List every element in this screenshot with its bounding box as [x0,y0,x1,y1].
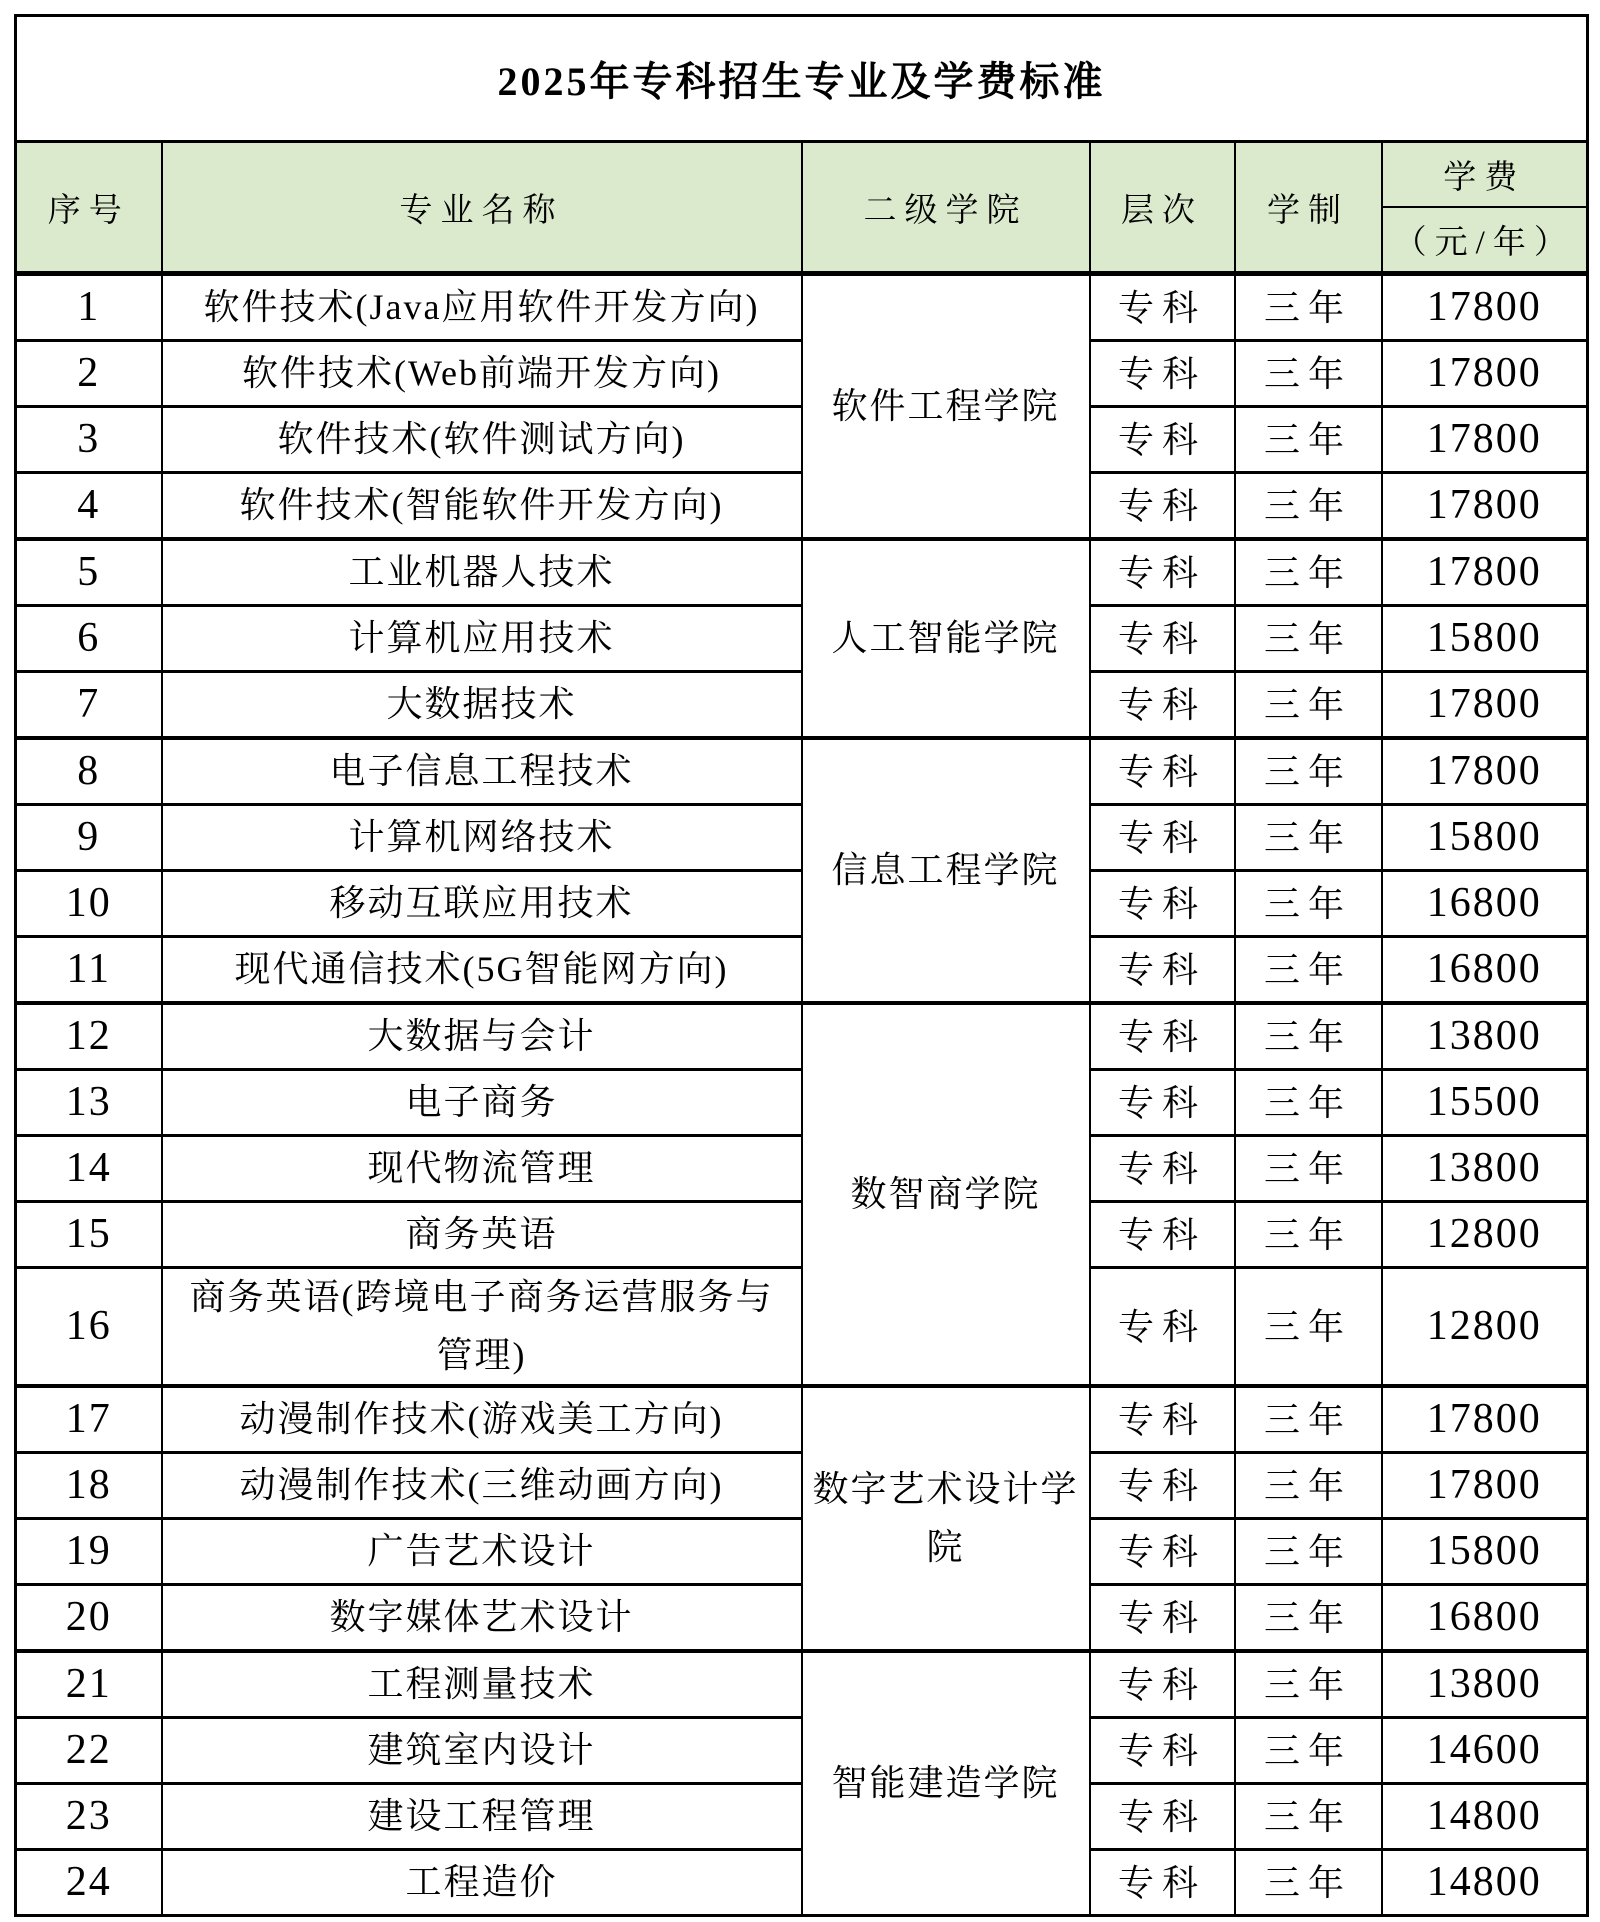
level-cell: 专科 [1090,1519,1235,1585]
college-name: 数智商学院 [850,1173,1041,1214]
college-cell [802,738,1090,1003]
table-body [16,274,1588,1916]
college-name: 信息工程学院 [831,849,1060,890]
tuition-cell: 12800 [1382,1202,1588,1268]
level-cell: 专科 [1090,1718,1235,1784]
duration-cell: 三年 [1235,1386,1382,1453]
duration-cell: 三年 [1235,274,1382,341]
duration-cell: 三年 [1235,606,1382,672]
major-name: 工程造价 [405,1861,558,1902]
level-cell: 专科 [1090,672,1235,739]
table-row [16,274,1588,341]
level-cell: 专科 [1090,473,1235,540]
duration-cell: 三年 [1235,1268,1382,1387]
row-index-cell: 15 [16,1202,162,1268]
row-index-cell: 10 [16,871,162,937]
college-cell [802,539,1090,738]
duration-cell: 三年 [1235,1651,1382,1718]
tuition-cell: 13800 [1382,1136,1588,1202]
header-index: 序号 [16,142,162,274]
duration-cell: 三年 [1235,473,1382,540]
row-index-cell: 16 [16,1268,162,1387]
major-name: 数字媒体艺术设计 [329,1596,634,1637]
tuition-cell: 17800 [1382,539,1588,606]
major-cell [162,937,802,1004]
table-row [16,738,1588,805]
duration-cell: 三年 [1235,738,1382,805]
row-index-cell: 2 [16,341,162,407]
major-name: 电子商务 [405,1081,558,1122]
level-cell: 专科 [1090,407,1235,473]
row-index-cell: 19 [16,1519,162,1585]
tuition-cell: 16800 [1382,1585,1588,1652]
duration-cell: 三年 [1235,407,1382,473]
major-name: 广告艺术设计 [367,1530,596,1571]
duration-cell: 三年 [1235,1136,1382,1202]
tuition-cell: 13800 [1382,1003,1588,1070]
major-name: 大数据技术 [386,683,577,724]
duration-cell: 三年 [1235,1718,1382,1784]
level-cell: 专科 [1090,1070,1235,1136]
duration-cell: 三年 [1235,1202,1382,1268]
tuition-table [14,14,1589,1917]
header-tuition-label: 学费 [1383,143,1587,208]
tuition-cell: 17800 [1382,1453,1588,1519]
header-tuition-unit: （元/年） [1393,225,1575,261]
duration-cell: 三年 [1235,1784,1382,1850]
tuition-cell: 16800 [1382,871,1588,937]
major-cell [162,473,802,540]
level-cell: 专科 [1090,805,1235,871]
row-index-cell: 4 [16,473,162,540]
level-cell: 专科 [1090,274,1235,341]
row-index-cell: 11 [16,937,162,1004]
major-name: 工程测量技术 [367,1663,596,1704]
level-cell: 专科 [1090,1003,1235,1070]
header-tuition [1382,142,1588,274]
major-cell [162,1386,802,1453]
header-row [16,142,1588,274]
major-name: 商务英语(跨境电子商务运营服务与管理) [189,1277,774,1375]
college-cell [802,1651,1090,1916]
tuition-cell: 15800 [1382,1519,1588,1585]
major-cell [162,1718,802,1784]
major-name: 现代通信技术(5G智能网方向) [234,948,729,989]
duration-cell: 三年 [1235,1070,1382,1136]
tuition-cell: 17800 [1382,274,1588,341]
major-cell [162,606,802,672]
tuition-cell: 17800 [1382,1386,1588,1453]
major-cell [162,738,802,805]
duration-cell: 三年 [1235,871,1382,937]
row-index-cell: 8 [16,738,162,805]
major-cell [162,1784,802,1850]
row-index-cell: 13 [16,1070,162,1136]
major-cell [162,407,802,473]
duration-cell: 三年 [1235,1850,1382,1916]
tuition-cell: 14600 [1382,1718,1588,1784]
major-name: 大数据与会计 [367,1015,596,1056]
major-cell [162,539,802,606]
college-name: 数字艺术设计学院 [812,1469,1079,1567]
tuition-cell: 16800 [1382,937,1588,1004]
duration-cell: 三年 [1235,1585,1382,1652]
major-name: 电子信息工程技术 [329,750,634,791]
header-college: 二级学院 [802,142,1090,274]
major-name: 建筑室内设计 [367,1729,596,1770]
header-level: 层次 [1090,142,1235,274]
college-name: 智能建造学院 [831,1762,1060,1803]
major-cell [162,805,802,871]
duration-cell: 三年 [1235,1519,1382,1585]
tuition-cell: 14800 [1382,1784,1588,1850]
row-index-cell: 18 [16,1453,162,1519]
major-cell [162,1453,802,1519]
header-duration: 学制 [1235,142,1382,274]
tuition-cell: 17800 [1382,473,1588,540]
college-name: 软件工程学院 [831,385,1060,426]
page-title: 2025年专科招生专业及学费标准 [16,16,1588,142]
tuition-cell: 14800 [1382,1850,1588,1916]
duration-cell: 三年 [1235,805,1382,871]
tuition-cell: 17800 [1382,341,1588,407]
duration-cell: 三年 [1235,1003,1382,1070]
level-cell: 专科 [1090,1386,1235,1453]
major-name: 软件技术(软件测试方向) [277,418,686,459]
tuition-cell: 13800 [1382,1651,1588,1718]
tuition-cell: 17800 [1382,672,1588,739]
table-row [16,1651,1588,1718]
major-cell [162,871,802,937]
major-name: 计算机网络技术 [348,816,615,857]
major-name: 动漫制作技术(游戏美工方向) [239,1398,724,1439]
level-cell: 专科 [1090,1850,1235,1916]
tuition-cell: 12800 [1382,1268,1588,1387]
row-index-cell: 21 [16,1651,162,1718]
major-name: 工业机器人技术 [348,551,615,592]
row-index-cell: 12 [16,1003,162,1070]
major-cell [162,341,802,407]
row-index-cell: 5 [16,539,162,606]
major-name: 计算机应用技术 [348,617,615,658]
level-cell: 专科 [1090,1651,1235,1718]
level-cell: 专科 [1090,606,1235,672]
row-index-cell: 22 [16,1718,162,1784]
level-cell: 专科 [1090,871,1235,937]
level-cell: 专科 [1090,539,1235,606]
level-cell: 专科 [1090,341,1235,407]
major-name: 软件技术(智能软件开发方向) [239,484,724,525]
row-index-cell: 23 [16,1784,162,1850]
row-index-cell: 24 [16,1850,162,1916]
title-row [16,16,1588,142]
college-cell [802,274,1090,540]
major-name: 商务英语 [405,1213,558,1254]
major-name: 软件技术(Java应用软件开发方向) [203,286,760,327]
row-index-cell: 20 [16,1585,162,1652]
college-name: 人工智能学院 [831,617,1060,658]
level-cell: 专科 [1090,1585,1235,1652]
duration-cell: 三年 [1235,672,1382,739]
duration-cell: 三年 [1235,341,1382,407]
major-cell [162,672,802,739]
row-index-cell: 14 [16,1136,162,1202]
major-cell [162,274,802,341]
major-name: 移动互联应用技术 [329,882,634,923]
college-cell [802,1003,1090,1386]
level-cell: 专科 [1090,1784,1235,1850]
row-index-cell: 7 [16,672,162,739]
tuition-cell: 17800 [1382,738,1588,805]
row-index-cell: 17 [16,1386,162,1453]
major-name: 软件技术(Web前端开发方向) [241,352,722,393]
major-cell [162,1202,802,1268]
level-cell: 专科 [1090,937,1235,1004]
table-row [16,1386,1588,1453]
row-index-cell: 1 [16,274,162,341]
major-cell [162,1585,802,1652]
row-index-cell: 9 [16,805,162,871]
table-row [16,1003,1588,1070]
major-name: 建设工程管理 [367,1795,596,1836]
duration-cell: 三年 [1235,1453,1382,1519]
duration-cell: 三年 [1235,539,1382,606]
tuition-cell: 17800 [1382,407,1588,473]
tuition-cell: 15500 [1382,1070,1588,1136]
row-index-cell: 6 [16,606,162,672]
college-cell [802,1386,1090,1651]
level-cell: 专科 [1090,1136,1235,1202]
table-row [16,539,1588,606]
major-cell [162,1136,802,1202]
major-cell [162,1268,802,1387]
major-cell [162,1519,802,1585]
level-cell: 专科 [1090,1268,1235,1387]
tuition-cell: 15800 [1382,606,1588,672]
level-cell: 专科 [1090,1202,1235,1268]
major-name: 动漫制作技术(三维动画方向) [239,1464,724,1505]
major-cell [162,1850,802,1916]
tuition-cell: 15800 [1382,805,1588,871]
major-cell [162,1070,802,1136]
row-index-cell: 3 [16,407,162,473]
level-cell: 专科 [1090,1453,1235,1519]
level-cell: 专科 [1090,738,1235,805]
duration-cell: 三年 [1235,937,1382,1004]
header-major: 专业名称 [162,142,802,274]
major-name: 现代物流管理 [367,1147,596,1188]
major-cell [162,1651,802,1718]
major-cell [162,1003,802,1070]
